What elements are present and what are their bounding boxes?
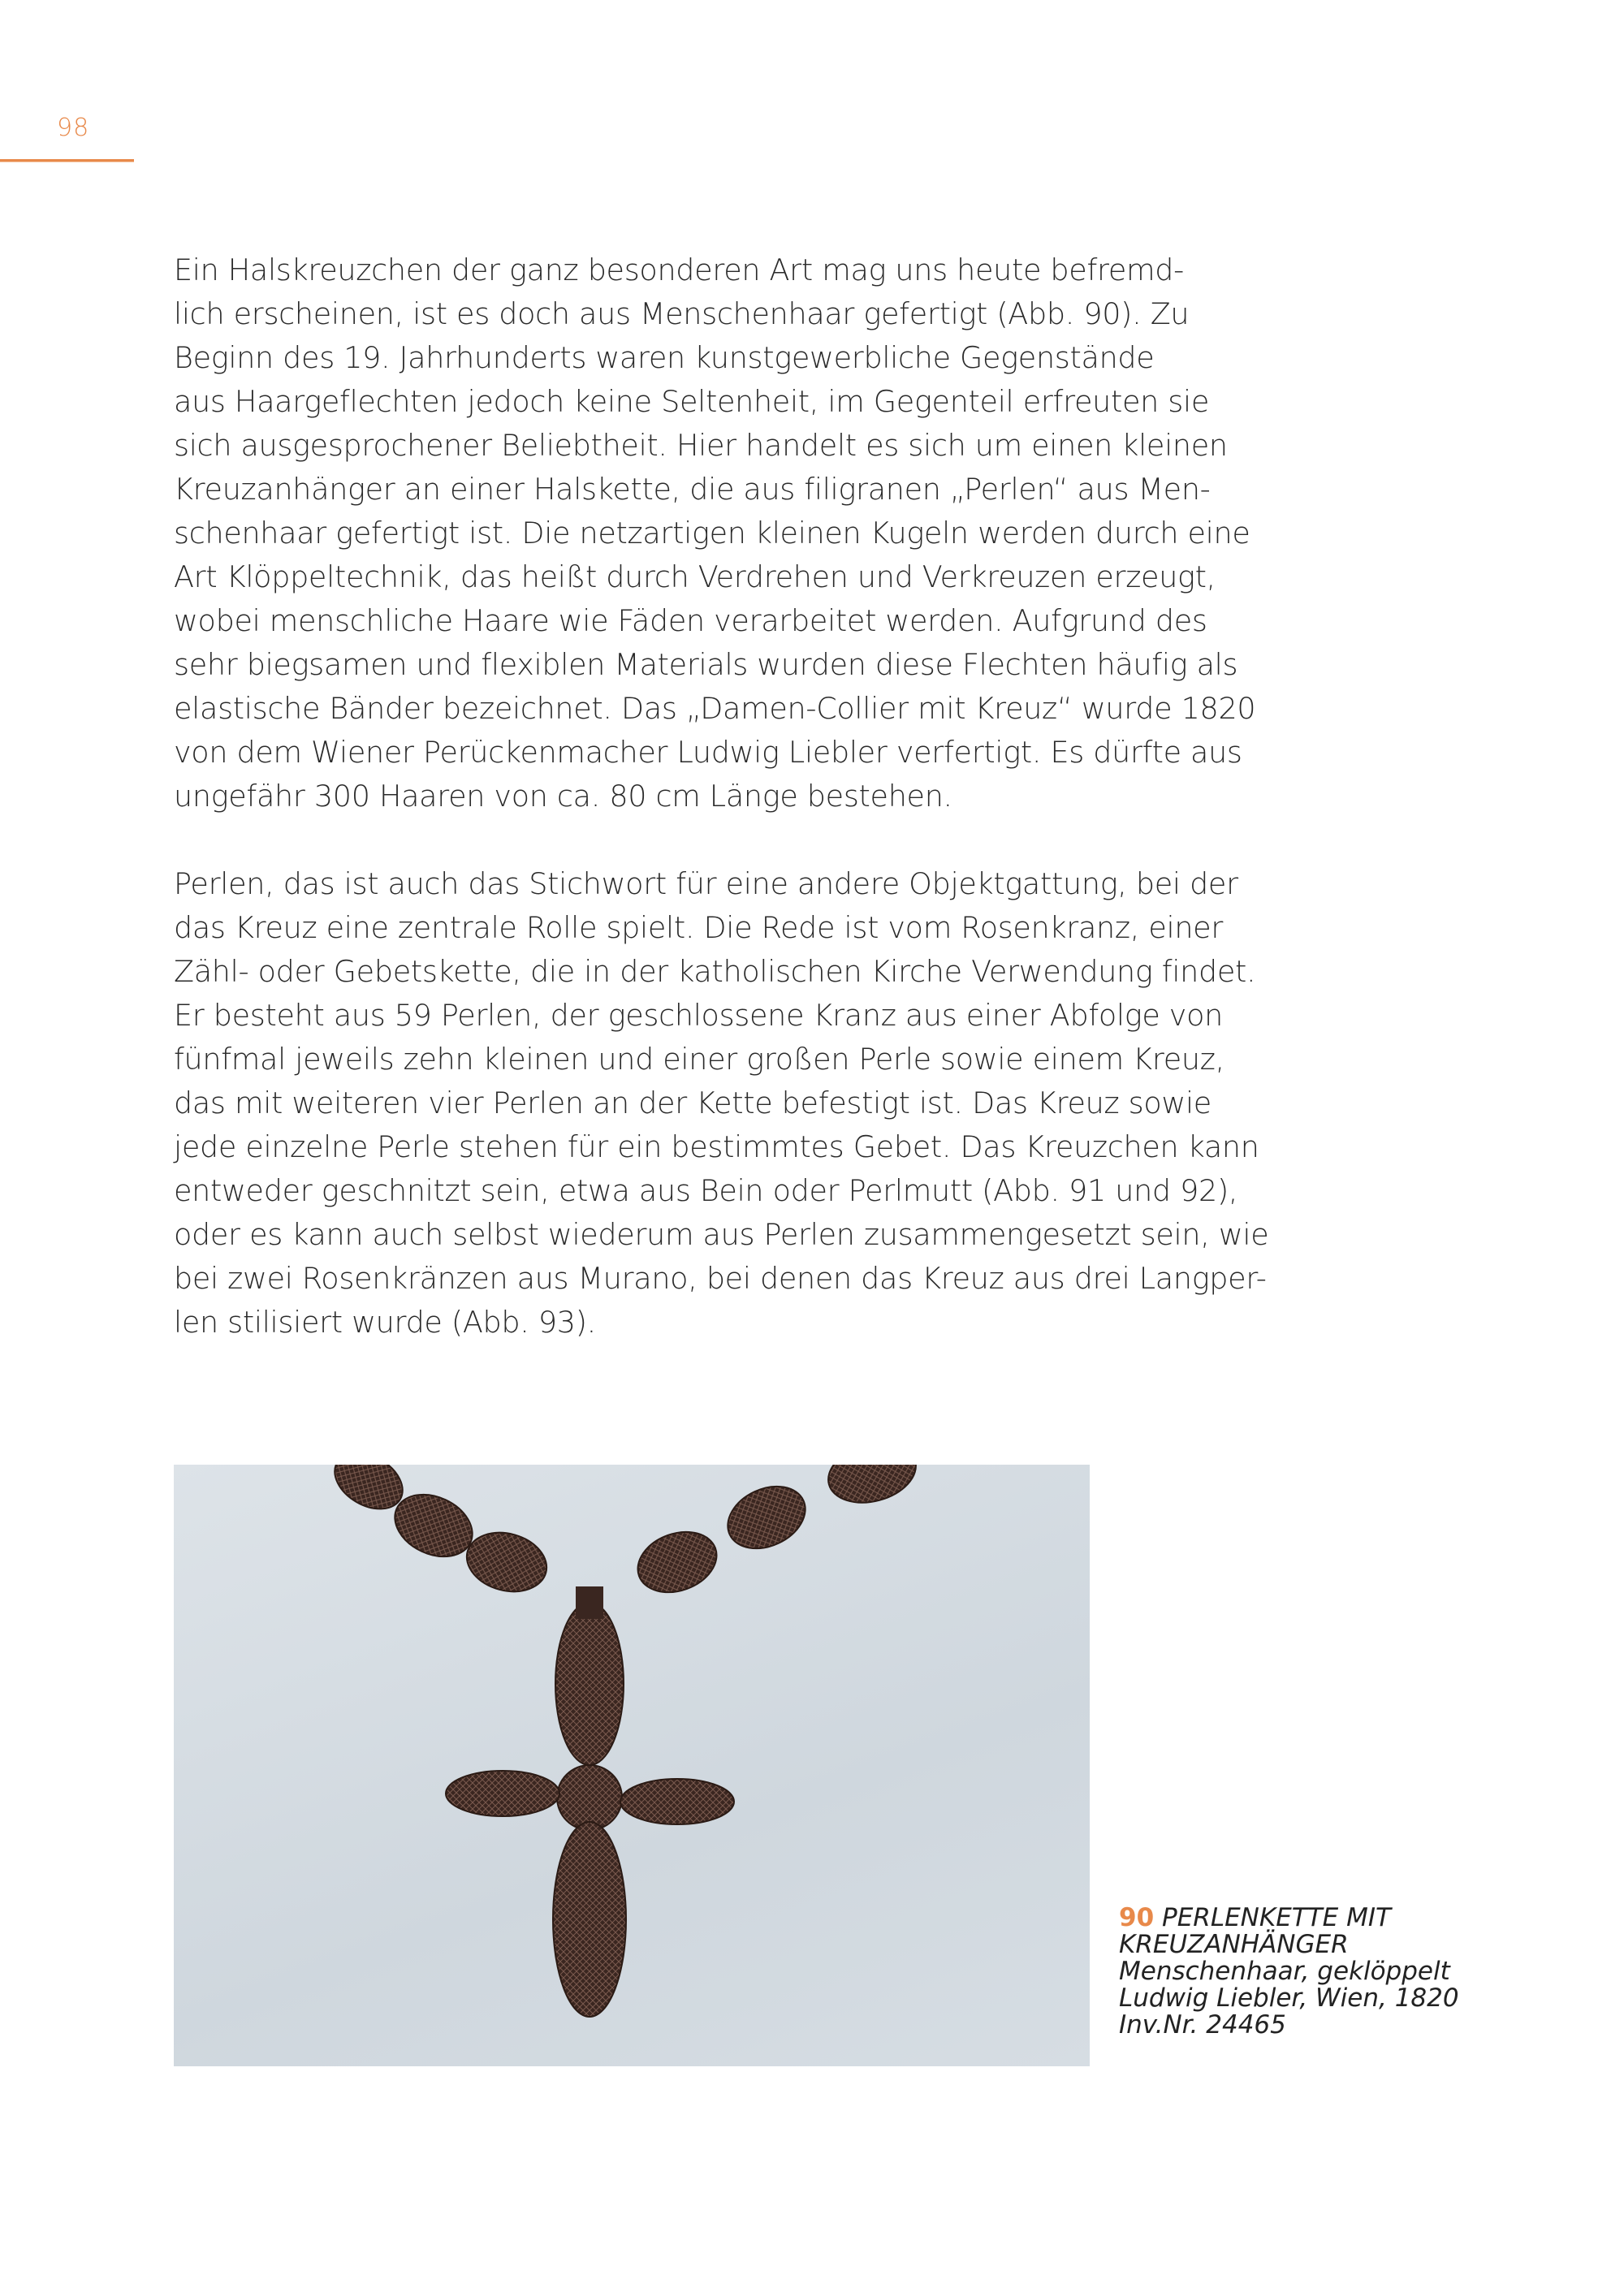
text-line: Beginn des 19. Jahrhunderts waren kunstgewerbliche Gegenstände — [174, 340, 1155, 375]
page-number: 98 — [57, 114, 90, 142]
text-line: oder es kann auch selbst wiederum aus Perlen zusammengesetzt sein, wie — [174, 1217, 1269, 1252]
figure-inventory: Inv.Nr. 24465 — [1119, 2010, 1286, 2039]
text-line: entweder geschnitzt sein, etwa aus Bein oder Perlmutt (Abb. 91 und 92), — [174, 1173, 1238, 1208]
figure-material: Menschenhaar, geklöppelt — [1119, 1957, 1450, 1986]
text-line: Er besteht aus 59 Perlen, der geschlossene Kranz aus einer Abfolge von — [174, 998, 1223, 1033]
text-line: lich erscheinen, ist es doch aus Menschenhaar gefertigt (Abb. 90). Zu — [174, 296, 1190, 331]
text-line: das mit weiteren vier Perlen an der Kette befestigt ist. Das Kreuz sowie — [174, 1086, 1212, 1120]
text-line: Kreuzanhänger an einer Halskette, die aus filigranen „Perlen“ aus Men- — [174, 472, 1211, 507]
text-line: aus Haargeflechten jedoch keine Seltenheit, im Gegenteil erfreuten sie — [174, 384, 1210, 419]
text-line: jede einzelne Perle stehen für ein bestimmtes Gebet. Das Kreuzchen kann — [174, 1129, 1259, 1164]
text-line: schenhaar gefertigt ist. Die netzartigen kleinen Kugeln werden durch eine — [174, 516, 1250, 550]
necklace-photo — [174, 1465, 1090, 2066]
figure-maker: Ludwig Liebler, Wien, 1820 — [1119, 1983, 1459, 2013]
text-line: sich ausgesprochener Beliebtheit. Hier handelt es sich um einen kleinen — [174, 428, 1228, 463]
text-line: elastische Bänder bezeichnet. Das „Damen-Collier mit Kreuz“ wurde 1820 — [174, 691, 1256, 726]
text-line: Ein Halskreuzchen der ganz besonderen Art mag uns heute befremd- — [174, 253, 1185, 287]
text-line: Zähl- oder Gebetskette, die in der katholischen Kirche Verwendung findet. — [174, 954, 1256, 989]
text-line: Art Klöppeltechnik, das heißt durch Verdrehen und Verkreuzen erzeugt, — [174, 559, 1216, 594]
text-line: len stilisiert wurde (Abb. 93). — [174, 1305, 596, 1340]
text-line: sehr biegsamen und flexiblen Materials wurden diese Flechten häufig als — [174, 647, 1238, 682]
text-line: von dem Wiener Perückenmacher Ludwig Liebler verfertigt. Es dürfte aus — [174, 735, 1242, 770]
text-line: Perlen, das ist auch das Stichwort für eine andere Objektgattung, bei der — [174, 866, 1238, 901]
header-rule — [0, 159, 134, 162]
text-line: bei zwei Rosenkränzen aus Murano, bei denen das Kreuz aus drei Langper- — [174, 1261, 1267, 1296]
figure-title: PERLENKETTE MIT — [1162, 1903, 1391, 1932]
hair-cross-necklace-image — [174, 1465, 1090, 2066]
figure-title-line2: KREUZANHÄNGER — [1119, 1930, 1349, 1959]
text-line: wobei menschliche Haare wie Fäden verarbeitet werden. Aufgrund des — [174, 603, 1207, 638]
figure-number: 90 — [1119, 1903, 1155, 1932]
paragraph-1 — [174, 248, 1262, 818]
paragraph-2 — [174, 862, 1269, 1345]
figure-caption — [1119, 1905, 1459, 2039]
text-line: das Kreuz eine zentrale Rolle spielt. Die Rede ist vom Rosenkranz, einer — [174, 910, 1224, 945]
text-line: fünfmal jeweils zehn kleinen und einer großen Perle sowie einem Kreuz, — [174, 1042, 1224, 1077]
text-line: ungefähr 300 Haaren von ca. 80 cm Länge bestehen. — [174, 779, 952, 814]
